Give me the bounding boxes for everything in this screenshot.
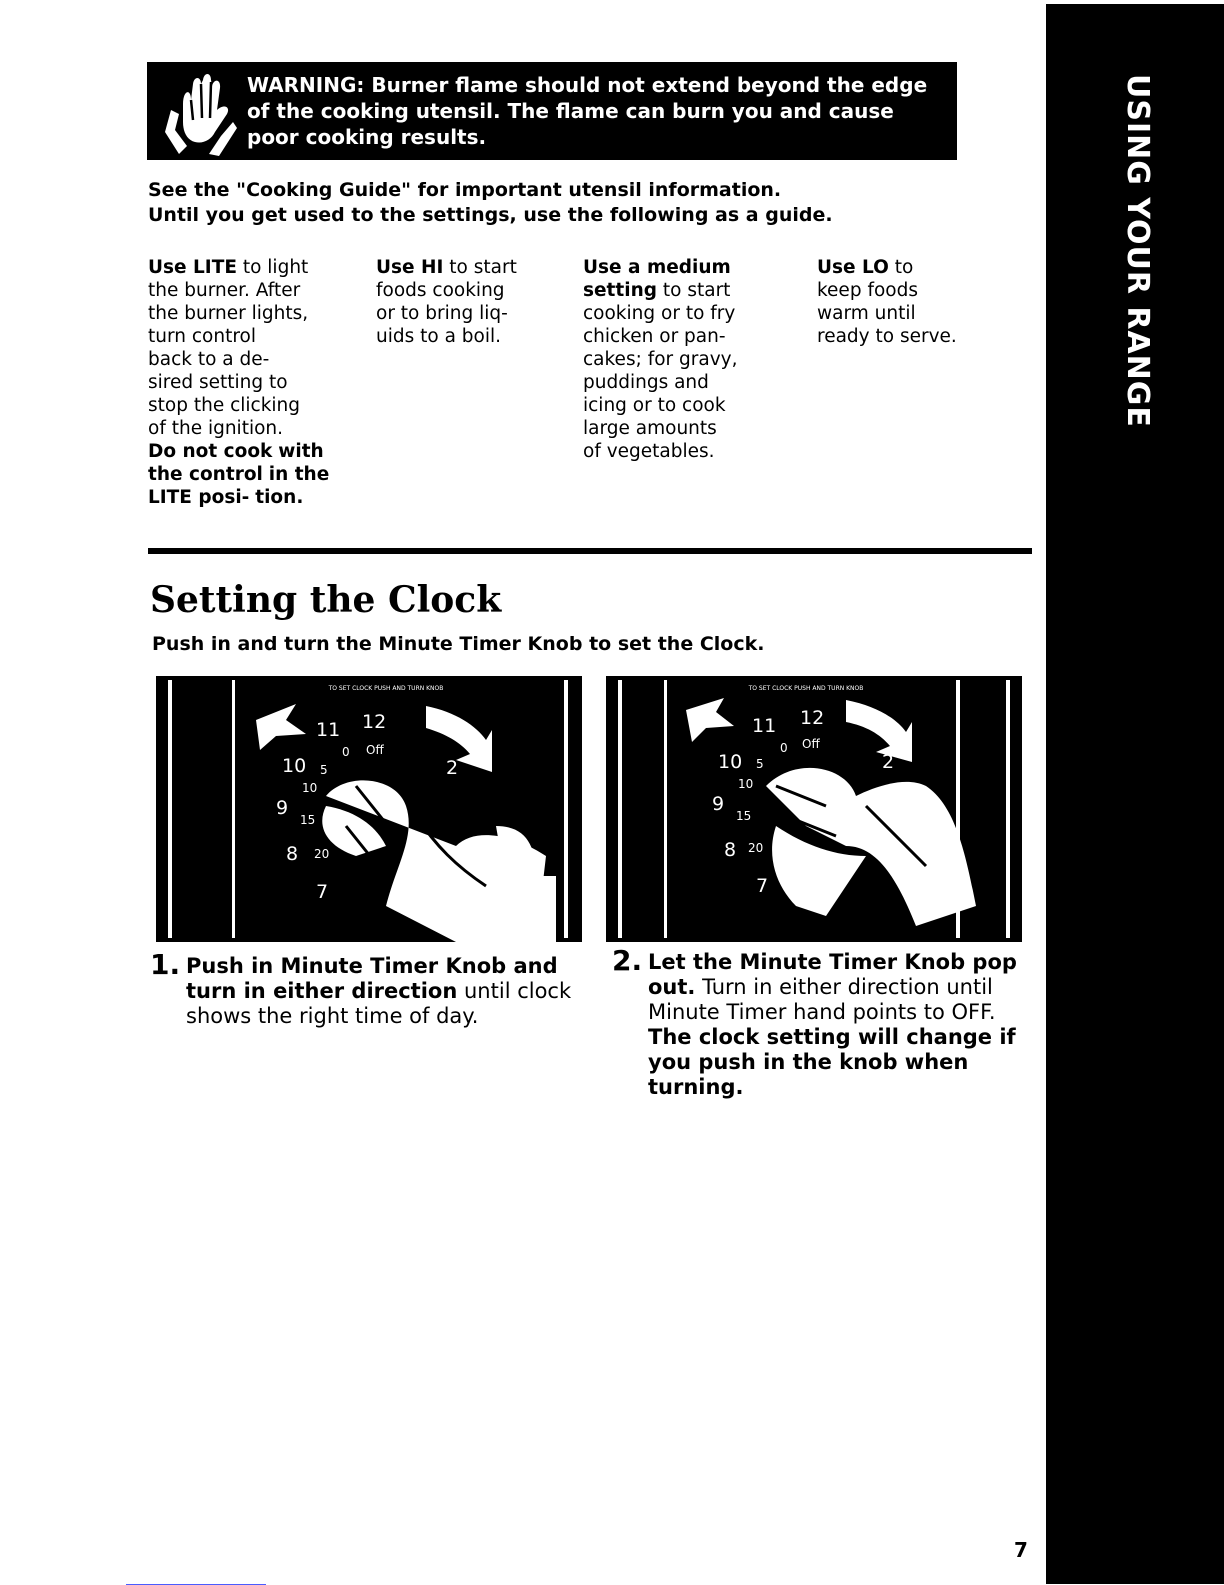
svg-text:5: 5 (756, 757, 764, 771)
svg-text:7: 7 (756, 875, 769, 897)
clock-knob-illustration-1 (156, 676, 582, 942)
dial-header-1: TO SET CLOCK PUSH AND TURN KNOB (328, 685, 444, 692)
svg-text:7: 7 (316, 881, 329, 903)
svg-text:2: 2 (882, 751, 895, 773)
svg-text:0: 0 (780, 741, 788, 755)
step-1-text: Push in Minute Timer Knob and turn in either direction until clock shows the right time of day. (186, 954, 572, 1028)
step-2-number: 2. (612, 944, 643, 977)
section-title: Setting the Clock (150, 579, 502, 621)
svg-text:Off: Off (802, 737, 820, 751)
warning-text: WARNING: Burner flame should not extend beyond the edge of the cooking utensil. The flame can burn you and cause poor cooking results. (247, 73, 928, 149)
svg-text:5: 5 (320, 763, 328, 777)
svg-text:12: 12 (362, 711, 387, 733)
section-divider (148, 548, 1032, 554)
photo-step-2 (606, 676, 1022, 942)
column-medium: Use a medium setting to start cooking or to fry chicken or pan- cakes; for gravy, puddings and icing or to cook large amounts of vegetables. (583, 257, 738, 462)
column-lite: Use LITE to light the burner. After the burner lights, turn control back to a de- sired setting to stop the clicking of the ignition. Do not cook with the control in the LITE posi- tion. (148, 257, 330, 508)
arrow-right-icon (846, 700, 912, 762)
arrow-left-icon (686, 698, 734, 742)
svg-text:8: 8 (724, 839, 737, 861)
svg-text:10: 10 (738, 777, 754, 791)
step-1-number: 1. (150, 948, 181, 981)
svg-text:15: 15 (300, 813, 316, 827)
svg-text:0: 0 (342, 745, 350, 759)
svg-text:8: 8 (286, 843, 299, 865)
arrow-right-icon (426, 706, 492, 772)
svg-text:2: 2 (446, 757, 459, 779)
svg-text:12: 12 (800, 707, 825, 729)
photo-step-1 (156, 676, 582, 942)
svg-text:10: 10 (282, 755, 307, 777)
svg-text:10: 10 (302, 781, 318, 795)
svg-text:11: 11 (752, 715, 777, 737)
column-hi: Use HI to start foods cooking or to bring liq- uids to a boil. (376, 257, 517, 347)
side-tab-label: USING YOUR RANGE (1120, 74, 1155, 428)
step-2-text: Let the Minute Timer Knob pop out. Turn in either direction until Minute Timer hand points to OFF. The clock setting will change if you push in the knob when turning. (648, 950, 1017, 1099)
column-lo: Use LO to keep foods warm until ready to serve. (817, 257, 957, 347)
intro-text (148, 178, 1028, 228)
intro-line-2: Until you get used to the settings, use the following as a guide. (148, 204, 833, 226)
svg-text:20: 20 (748, 841, 764, 855)
arrow-left-icon (256, 704, 306, 750)
page-number: 7 (1014, 1538, 1028, 1562)
dial-header-2: TO SET CLOCK PUSH AND TURN KNOB (748, 685, 864, 692)
svg-text:11: 11 (316, 719, 341, 741)
clock-knob-illustration-2 (606, 676, 1022, 942)
svg-text:10: 10 (718, 751, 743, 773)
svg-text:Off: Off (366, 743, 384, 757)
svg-text:15: 15 (736, 809, 752, 823)
svg-text:20: 20 (314, 847, 330, 861)
section-subtitle: Push in and turn the Minute Timer Knob to set the Clock. (152, 633, 765, 655)
warning-box (147, 62, 957, 160)
intro-line-1: See the "Cooking Guide" for important utensil information. (148, 179, 782, 201)
stop-hand-icon (161, 70, 239, 160)
svg-text:9: 9 (276, 797, 289, 819)
svg-text:9: 9 (712, 793, 725, 815)
